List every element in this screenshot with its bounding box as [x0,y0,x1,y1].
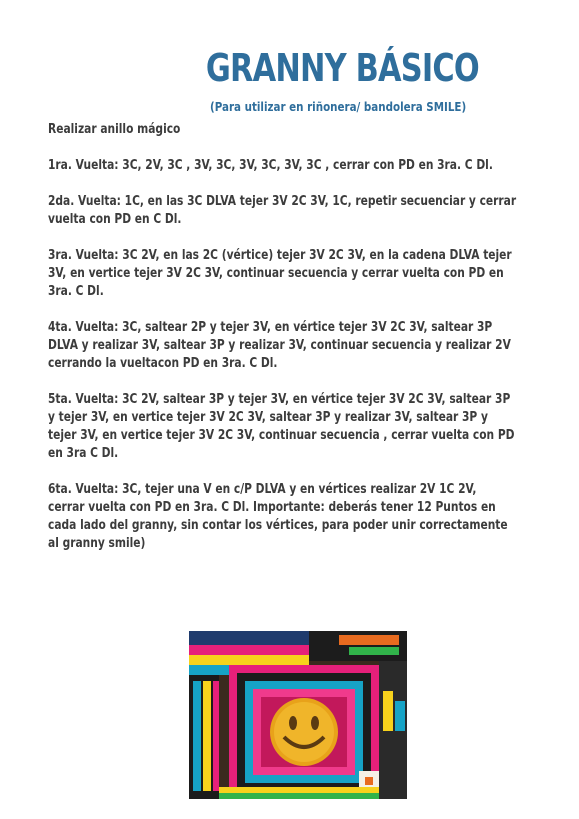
round-4: 4ta. Vuelta: 3C, saltear 2P y tejer 3V, en vértice tejer 3V 2C 3V, saltear 3P DLVA y realizar 3V, saltear 3P y realizar 3V, continuar secuencia y realizar 2V cerrando la vueltacon PD en 3ra. C Dl. [48,319,511,371]
round-6: 6ta. Vuelta: 3C, tejer una V en c/P DLVA y en vértices realizar 2V 1C 2V, cerrar vuelta con PD en 3ra. C Dl. Importante: deberás tener 12 Puntos en cada lado del granny, sin contar los vértices, para poder unir correctamente al granny smile) [48,481,508,551]
page-title: GRANNY BÁSICO [205,46,479,90]
round-1: 1ra. Vuelta: 3C, 2V, 3C , 3V, 3C, 3V, 3C, 3V, 3C , cerrar con PD en 3ra. C Dl. [48,157,493,173]
crochet-bag-photo [189,631,407,799]
page-subtitle: (Para utilizar en riñonera/ bandolera SMILE) [210,100,467,114]
round-2: 2da. Vuelta: 1C, en las 3C DLVA tejer 3V 2C 3V, 1C, repetir secuenciar y cerrar vuelta con PD en C Dl. [48,193,517,227]
round-3: 3ra. Vuelta: 3C 2V, en las 2C (vértice) tejer 3V 2C 3V, en la cadena DLVA tejer 3V, en vertice tejer 3V 2C 3V, continuar secuencia y cerrar vuelta con PD en 3ra. C Dl. [48,247,512,299]
instructions-body [48,120,522,552]
intro-text: Realizar anillo mágico [48,121,181,137]
crochet-bag-image [189,631,407,799]
round-5: 5ta. Vuelta: 3C 2V, saltear 3P y tejer 3V, en vértice tejer 3V 2C 3V, saltear 3P y tejer 3V, en vertice tejer 3V 2C 3V, saltear 3P y realizar 3V, saltear 3P y tejer 3V, en vertice tejer 3V 2C 3V, continuar secuencia , cerrar vuelta con PD en 3ra C Dl. [48,391,515,461]
